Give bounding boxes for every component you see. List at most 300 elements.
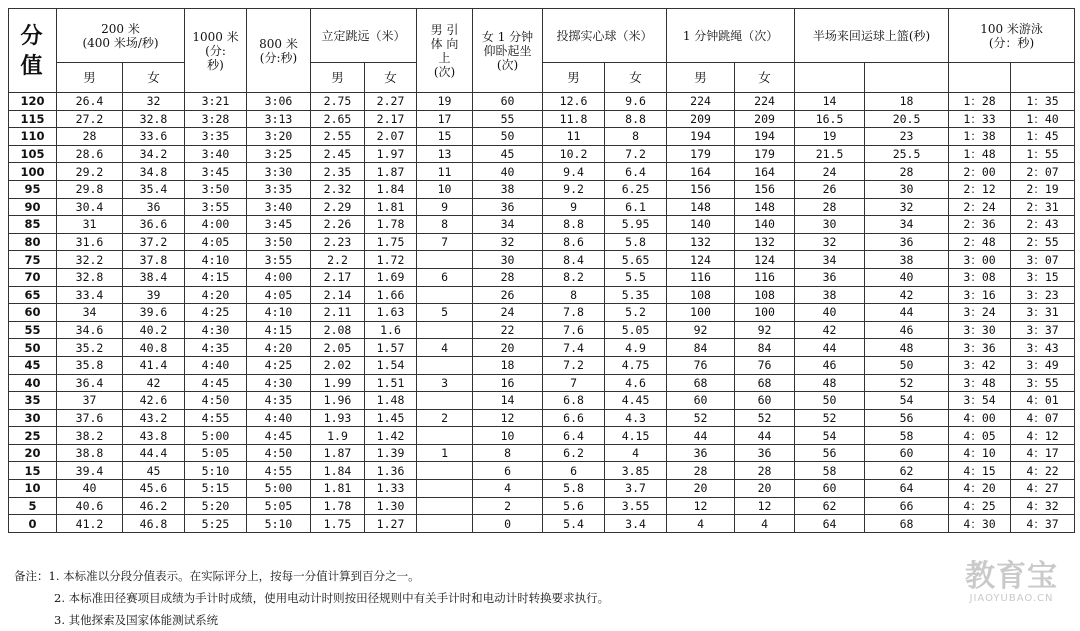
table-cell: 1：33 [949, 110, 1011, 128]
table-cell: 52 [667, 409, 735, 427]
table-cell: 194 [735, 128, 795, 146]
table-cell: 37.8 [123, 251, 185, 269]
score-cell: 60 [9, 304, 57, 322]
table-cell: 41.4 [123, 356, 185, 374]
table-cell: 62 [795, 497, 865, 515]
table-cell: 10.2 [543, 145, 605, 163]
table-cell: 30.4 [57, 198, 123, 216]
table-row [9, 374, 1075, 392]
table-cell: 35.4 [123, 180, 185, 198]
table-cell: 12 [735, 497, 795, 515]
table-cell: 224 [735, 93, 795, 111]
table-cell: 6.4 [543, 427, 605, 445]
table-cell: 1.78 [365, 216, 417, 234]
table-cell: 4.9 [605, 339, 667, 357]
table-cell: 3.4 [605, 515, 667, 533]
table-cell: 1 [417, 444, 473, 462]
table-cell: 4：30 [949, 515, 1011, 533]
column-header: 女 1 分钟 仰卧起坐 (次) [473, 9, 543, 93]
table-cell: 40.6 [57, 497, 123, 515]
table-cell: 28 [667, 462, 735, 480]
table-cell: 148 [667, 198, 735, 216]
table-cell: 34 [865, 216, 949, 234]
table-cell: 54 [795, 427, 865, 445]
table-cell: 4:30 [185, 321, 247, 339]
table-cell: 84 [735, 339, 795, 357]
table-cell: 60 [795, 480, 865, 498]
table-cell: 52 [795, 409, 865, 427]
table-cell: 38 [795, 286, 865, 304]
table-cell: 2.05 [311, 339, 365, 357]
table-cell: 1：28 [949, 93, 1011, 111]
score-cell: 70 [9, 268, 57, 286]
score-cell: 40 [9, 374, 57, 392]
table-cell: 116 [667, 268, 735, 286]
table-cell: 1：35 [1011, 93, 1075, 111]
table-cell: 31.6 [57, 233, 123, 251]
table-cell: 9.6 [605, 93, 667, 111]
table-cell: 4：01 [1011, 392, 1075, 410]
table-cell: 1：38 [949, 128, 1011, 146]
table-cell: 2：48 [949, 233, 1011, 251]
score-cell: 15 [9, 462, 57, 480]
table-cell: 44.4 [123, 444, 185, 462]
score-cell: 115 [9, 110, 57, 128]
table-cell: 3:55 [247, 251, 311, 269]
gender-subheader: 男 [543, 63, 605, 93]
table-cell: 5:25 [185, 515, 247, 533]
table-cell: 24 [473, 304, 543, 322]
table-cell: 23 [865, 128, 949, 146]
table-cell: 4 [735, 515, 795, 533]
table-cell: 76 [735, 356, 795, 374]
table-cell: 10 [473, 427, 543, 445]
table-row [9, 216, 1075, 234]
table-cell: 3：49 [1011, 356, 1075, 374]
table-cell: 1.78 [311, 497, 365, 515]
table-cell: 36 [123, 198, 185, 216]
table-cell: 37 [57, 392, 123, 410]
table-cell [417, 286, 473, 304]
table-row [9, 304, 1075, 322]
table-cell: 11 [543, 128, 605, 146]
table-cell: 3.7 [605, 480, 667, 498]
table-cell: 3:21 [185, 93, 247, 111]
table-cell: 20 [473, 339, 543, 357]
table-cell: 1.63 [365, 304, 417, 322]
table-cell: 5.05 [605, 321, 667, 339]
score-cell: 120 [9, 93, 57, 111]
note-line: 备注：1. 本标准以分段分值表示。在实际评分上，按每一分值计算到百分之一。 [14, 569, 420, 583]
table-cell: 60 [735, 392, 795, 410]
table-cell: 20 [735, 480, 795, 498]
table-cell: 3.85 [605, 462, 667, 480]
table-cell: 4:05 [185, 233, 247, 251]
table-row [9, 515, 1075, 533]
table-cell: 124 [667, 251, 735, 269]
table-cell: 4.3 [605, 409, 667, 427]
table-cell: 3:35 [185, 128, 247, 146]
table-cell: 22 [473, 321, 543, 339]
table-cell: 7.8 [543, 304, 605, 322]
table-cell: 4：07 [1011, 409, 1075, 427]
table-cell: 34 [57, 304, 123, 322]
table-cell: 48 [795, 374, 865, 392]
table-cell: 1.33 [365, 480, 417, 498]
table-cell: 2.75 [311, 93, 365, 111]
table-cell: 3：42 [949, 356, 1011, 374]
table-cell: 6.4 [605, 163, 667, 181]
table-cell: 28 [865, 163, 949, 181]
column-header: 男 引 体 向 上 (次) [417, 9, 473, 93]
table-cell: 8.6 [543, 233, 605, 251]
table-cell: 11.8 [543, 110, 605, 128]
table-cell: 4：05 [949, 427, 1011, 445]
table-cell: 4：22 [1011, 462, 1075, 480]
table-cell: 92 [735, 321, 795, 339]
table-cell: 6 [543, 462, 605, 480]
table-cell: 2.29 [311, 198, 365, 216]
table-cell: 108 [667, 286, 735, 304]
table-cell: 42.6 [123, 392, 185, 410]
score-cell: 30 [9, 409, 57, 427]
table-cell: 16 [473, 374, 543, 392]
table-cell: 3:30 [247, 163, 311, 181]
table-cell: 3 [417, 374, 473, 392]
table-cell: 37.2 [123, 233, 185, 251]
table-cell: 1.96 [311, 392, 365, 410]
watermark-text: 教育宝 [965, 559, 1058, 594]
table-cell: 1：55 [1011, 145, 1075, 163]
table-cell: 1.75 [365, 233, 417, 251]
table-cell: 1.84 [365, 180, 417, 198]
table-cell: 4:10 [247, 304, 311, 322]
table-cell [417, 392, 473, 410]
table-cell: 41.2 [57, 515, 123, 533]
table-cell: 5.6 [543, 497, 605, 515]
table-cell: 2：31 [1011, 198, 1075, 216]
table-cell: 5:10 [185, 462, 247, 480]
table-cell: 4.6 [605, 374, 667, 392]
table-row [9, 444, 1075, 462]
table-cell: 0 [473, 515, 543, 533]
gender-subheader: 女 [605, 63, 667, 93]
table-cell: 4:15 [247, 321, 311, 339]
table-cell: 43.8 [123, 427, 185, 445]
table-cell: 16.5 [795, 110, 865, 128]
gender-subheader: 女 [735, 63, 795, 93]
table-cell: 3：55 [1011, 374, 1075, 392]
table-cell: 5:10 [247, 515, 311, 533]
table-row [9, 392, 1075, 410]
table-cell: 2.14 [311, 286, 365, 304]
table-cell: 84 [667, 339, 735, 357]
table-cell: 58 [795, 462, 865, 480]
table-cell: 2：00 [949, 163, 1011, 181]
table-cell: 2.26 [311, 216, 365, 234]
table-cell: 6.2 [543, 444, 605, 462]
table-cell: 4:10 [185, 251, 247, 269]
table-cell: 4.45 [605, 392, 667, 410]
table-cell: 44 [667, 427, 735, 445]
table-cell: 3：30 [949, 321, 1011, 339]
table-cell: 1.66 [365, 286, 417, 304]
table-cell: 1.97 [365, 145, 417, 163]
table-cell: 15 [417, 128, 473, 146]
score-cell: 75 [9, 251, 57, 269]
table-cell: 34.2 [123, 145, 185, 163]
table-cell: 4:30 [247, 374, 311, 392]
table-cell: 3：15 [1011, 268, 1075, 286]
table-cell: 60 [473, 93, 543, 111]
table-cell: 25.5 [865, 145, 949, 163]
table-cell: 164 [735, 163, 795, 181]
table-cell: 4：15 [949, 462, 1011, 480]
table-cell: 68 [667, 374, 735, 392]
table-cell: 4:25 [247, 356, 311, 374]
table-cell: 3:50 [247, 233, 311, 251]
table-cell: 2.08 [311, 321, 365, 339]
table-cell: 5:05 [247, 497, 311, 515]
table-cell: 1：45 [1011, 128, 1075, 146]
table-cell: 3：43 [1011, 339, 1075, 357]
score-cell: 110 [9, 128, 57, 146]
table-cell: 36.6 [123, 216, 185, 234]
table-cell: 33.6 [123, 128, 185, 146]
table-cell: 58 [865, 427, 949, 445]
table-cell: 100 [667, 304, 735, 322]
table-cell: 8.4 [543, 251, 605, 269]
table-row [9, 145, 1075, 163]
table-cell [417, 356, 473, 374]
table-cell: 52 [735, 409, 795, 427]
table-cell: 66 [865, 497, 949, 515]
score-cell: 50 [9, 339, 57, 357]
table-cell: 60 [865, 444, 949, 462]
table-cell: 40 [473, 163, 543, 181]
table-cell [417, 480, 473, 498]
table-cell: 4：10 [949, 444, 1011, 462]
table-cell: 5.5 [605, 268, 667, 286]
table-cell: 1.27 [365, 515, 417, 533]
table-cell: 28 [735, 462, 795, 480]
table-row [9, 480, 1075, 498]
table-cell: 37.6 [57, 409, 123, 427]
table-cell: 2.17 [311, 268, 365, 286]
table-cell: 3：07 [1011, 251, 1075, 269]
table-cell: 43.2 [123, 409, 185, 427]
table-cell: 124 [735, 251, 795, 269]
table-cell: 4 [473, 480, 543, 498]
table-cell: 19 [795, 128, 865, 146]
table-cell: 4:50 [247, 444, 311, 462]
table-cell: 116 [735, 268, 795, 286]
table-cell: 5.4 [543, 515, 605, 533]
table-cell: 2.55 [311, 128, 365, 146]
score-cell: 100 [9, 163, 57, 181]
table-cell: 224 [667, 93, 735, 111]
score-cell: 35 [9, 392, 57, 410]
table-cell: 3:55 [185, 198, 247, 216]
table-cell: 36 [795, 268, 865, 286]
column-header: 1000 米 (分: 秒) [185, 9, 247, 93]
table-cell: 4：17 [1011, 444, 1075, 462]
table-cell: 7.2 [605, 145, 667, 163]
table-row [9, 356, 1075, 374]
table-cell: 26.4 [57, 93, 123, 111]
table-cell: 64 [865, 480, 949, 498]
table-cell: 31 [57, 216, 123, 234]
table-cell: 38.8 [57, 444, 123, 462]
table-cell: 194 [667, 128, 735, 146]
table-cell: 108 [735, 286, 795, 304]
table-cell: 30 [473, 251, 543, 269]
table-cell: 32 [473, 233, 543, 251]
table-cell: 1.39 [365, 444, 417, 462]
table-cell: 4:15 [185, 268, 247, 286]
table-cell: 42 [865, 286, 949, 304]
table-cell [417, 251, 473, 269]
table-cell: 3：36 [949, 339, 1011, 357]
table-cell: 92 [667, 321, 735, 339]
table-cell: 1.81 [311, 480, 365, 498]
table-cell: 39.6 [123, 304, 185, 322]
table-cell: 4：37 [1011, 515, 1075, 533]
table-cell: 7.6 [543, 321, 605, 339]
note-line: 2. 本标准田径赛项目成绩为手计时成绩，使用电动计时则按田径规则中有关手计时和电动计时转换要求执行。 [54, 591, 610, 605]
table-cell: 2.2 [311, 251, 365, 269]
table-cell: 3:06 [247, 93, 311, 111]
score-cell: 5 [9, 497, 57, 515]
table-cell: 40 [795, 304, 865, 322]
score-cell: 0 [9, 515, 57, 533]
table-cell: 7.2 [543, 356, 605, 374]
score-cell: 105 [9, 145, 57, 163]
table-cell: 36 [735, 444, 795, 462]
table-cell: 8.8 [543, 216, 605, 234]
table-cell: 6.25 [605, 180, 667, 198]
table-cell: 48 [865, 339, 949, 357]
table-cell: 4:00 [185, 216, 247, 234]
table-cell: 55 [473, 110, 543, 128]
table-cell: 45.6 [123, 480, 185, 498]
table-cell: 54 [865, 392, 949, 410]
table-cell: 50 [473, 128, 543, 146]
gender-subheader: 女 [123, 63, 185, 93]
table-cell: 14 [795, 93, 865, 111]
table-cell: 34.6 [57, 321, 123, 339]
table-cell: 26 [795, 180, 865, 198]
table-cell: 4:50 [185, 392, 247, 410]
table-cell: 3：48 [949, 374, 1011, 392]
table-cell: 5.2 [605, 304, 667, 322]
table-cell: 3:25 [247, 145, 311, 163]
table-cell: 20 [667, 480, 735, 498]
table-cell: 4 [605, 444, 667, 462]
table-cell: 62 [865, 462, 949, 480]
table-cell: 132 [667, 233, 735, 251]
table-cell: 7.4 [543, 339, 605, 357]
table-cell: 2：55 [1011, 233, 1075, 251]
table-cell: 1.93 [311, 409, 365, 427]
table-cell: 3:28 [185, 110, 247, 128]
table-cell: 44 [795, 339, 865, 357]
table-cell: 46.2 [123, 497, 185, 515]
table-cell: 2.32 [311, 180, 365, 198]
table-cell: 2：36 [949, 216, 1011, 234]
table-cell: 45 [473, 145, 543, 163]
table-cell: 60 [667, 392, 735, 410]
table-cell: 209 [667, 110, 735, 128]
table-row [9, 180, 1075, 198]
table-cell: 44 [735, 427, 795, 445]
table-cell: 5.65 [605, 251, 667, 269]
table-cell: 36 [667, 444, 735, 462]
table-cell: 209 [735, 110, 795, 128]
table-cell: 1.45 [365, 409, 417, 427]
table-cell: 1.72 [365, 251, 417, 269]
table-cell: 4:20 [185, 286, 247, 304]
table-cell: 1：48 [949, 145, 1011, 163]
table-cell: 50 [795, 392, 865, 410]
score-cell: 80 [9, 233, 57, 251]
table-cell: 3：23 [1011, 286, 1075, 304]
table-cell: 36 [865, 233, 949, 251]
table-cell: 6 [473, 462, 543, 480]
table-cell: 6.1 [605, 198, 667, 216]
column-header: 200 米 (400 米场/秒) [57, 9, 185, 63]
table-cell: 3：16 [949, 286, 1011, 304]
table-cell: 38.4 [123, 268, 185, 286]
table-cell: 35.8 [57, 356, 123, 374]
table-cell: 156 [735, 180, 795, 198]
table-cell: 28 [57, 128, 123, 146]
table-cell: 9 [417, 198, 473, 216]
table-cell: 4:55 [247, 462, 311, 480]
table-cell: 30 [865, 180, 949, 198]
table-cell: 13 [417, 145, 473, 163]
table-cell: 1.81 [365, 198, 417, 216]
table-row [9, 233, 1075, 251]
table-cell: 40 [57, 480, 123, 498]
table-cell: 44 [865, 304, 949, 322]
table-cell: 36 [473, 198, 543, 216]
table-cell: 1.6 [365, 321, 417, 339]
table-cell: 140 [735, 216, 795, 234]
table-cell: 2 [417, 409, 473, 427]
table-cell: 4:20 [247, 339, 311, 357]
table-cell: 3:20 [247, 128, 311, 146]
table-cell: 12.6 [543, 93, 605, 111]
score-cell: 95 [9, 180, 57, 198]
table-cell: 5.8 [605, 233, 667, 251]
table-cell: 5:05 [185, 444, 247, 462]
table-cell: 42 [123, 374, 185, 392]
table-cell: 8 [543, 286, 605, 304]
table-row [9, 110, 1075, 128]
table-cell: 7 [417, 233, 473, 251]
table-cell: 29.2 [57, 163, 123, 181]
table-cell: 32.8 [123, 110, 185, 128]
table-cell: 2.17 [365, 110, 417, 128]
score-cell: 25 [9, 427, 57, 445]
table-cell: 32 [795, 233, 865, 251]
table-cell: 4.75 [605, 356, 667, 374]
table-cell: 42 [795, 321, 865, 339]
watermark-logo [965, 561, 1058, 604]
table-cell: 3:13 [247, 110, 311, 128]
table-row [9, 339, 1075, 357]
